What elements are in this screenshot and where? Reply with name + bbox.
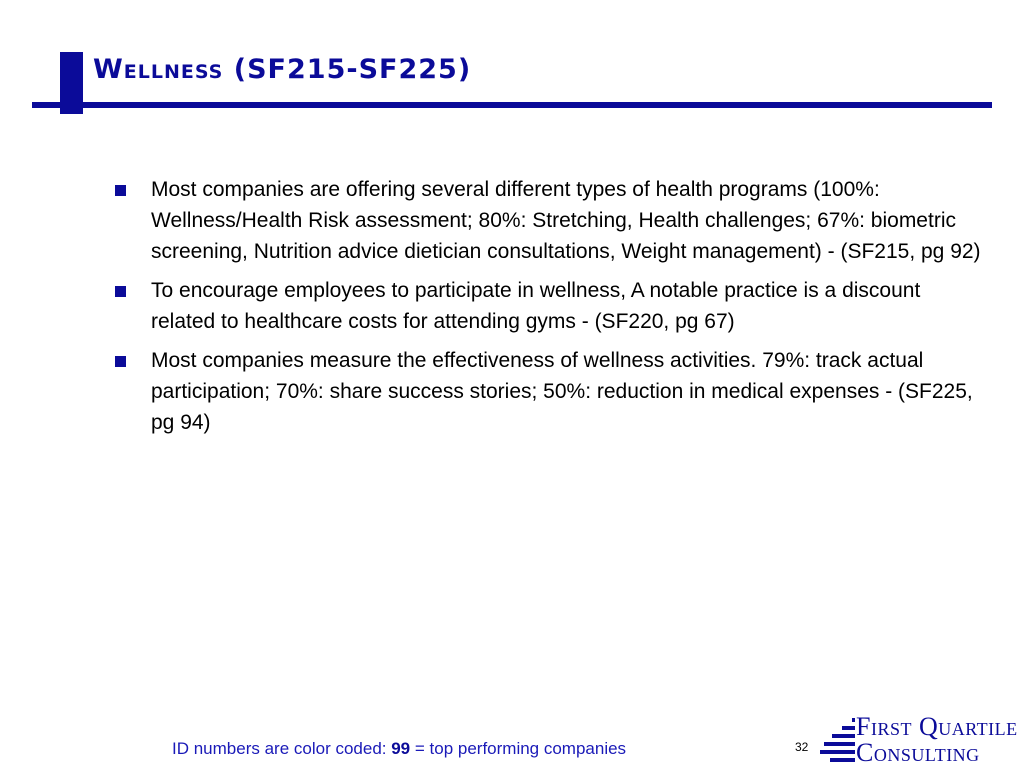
logo-stripe: [824, 742, 855, 746]
logo-stripe: [830, 758, 855, 762]
logo-text-line1: First Quartile: [856, 712, 1018, 741]
bullet-list: [113, 174, 983, 446]
footer-color-code-note: [172, 738, 626, 760]
bullet-item: [113, 275, 983, 337]
page-number: 32: [795, 740, 809, 754]
bullet-text: Most companies measure the effectiveness of wellness activities. 79%: track actual participation; 70%: share success stories; 50%: reduction in medical expenses - (SF225, pg 94): [151, 349, 973, 434]
company-logo: [820, 712, 1024, 768]
footer-note-prefix: ID numbers are color coded:: [172, 739, 392, 758]
logo-stripe: [820, 750, 855, 754]
footer-note-suffix: = top performing companies: [410, 739, 627, 758]
logo-stripe: [852, 718, 855, 722]
footer-note-highlight: 99: [391, 739, 411, 758]
logo-stripe: [842, 726, 855, 730]
title-underline-rule: [32, 102, 992, 108]
bullet-item: [113, 174, 983, 267]
square-bullet-icon: [115, 185, 126, 196]
logo-stripe: [832, 734, 855, 738]
bullet-text: Most companies are offering several different types of health programs (100%: Wellness/Health Risk assessment; 80%: Stretching, Health challenges; 67%: biometric screening, Nutrition advice dietician consultations, Weight management) - (SF215, pg 92): [151, 178, 981, 263]
bullet-item: [113, 345, 983, 438]
square-bullet-icon: [115, 286, 126, 297]
bullet-text: To encourage employees to participate in wellness, A notable practice is a discount related to healthcare costs for attending gyms - (SF220, pg 67): [151, 279, 921, 333]
logo-text-line2: Consulting: [856, 738, 980, 767]
slide-title: Wellness (SF215-SF225): [93, 54, 472, 85]
square-bullet-icon: [115, 356, 126, 367]
